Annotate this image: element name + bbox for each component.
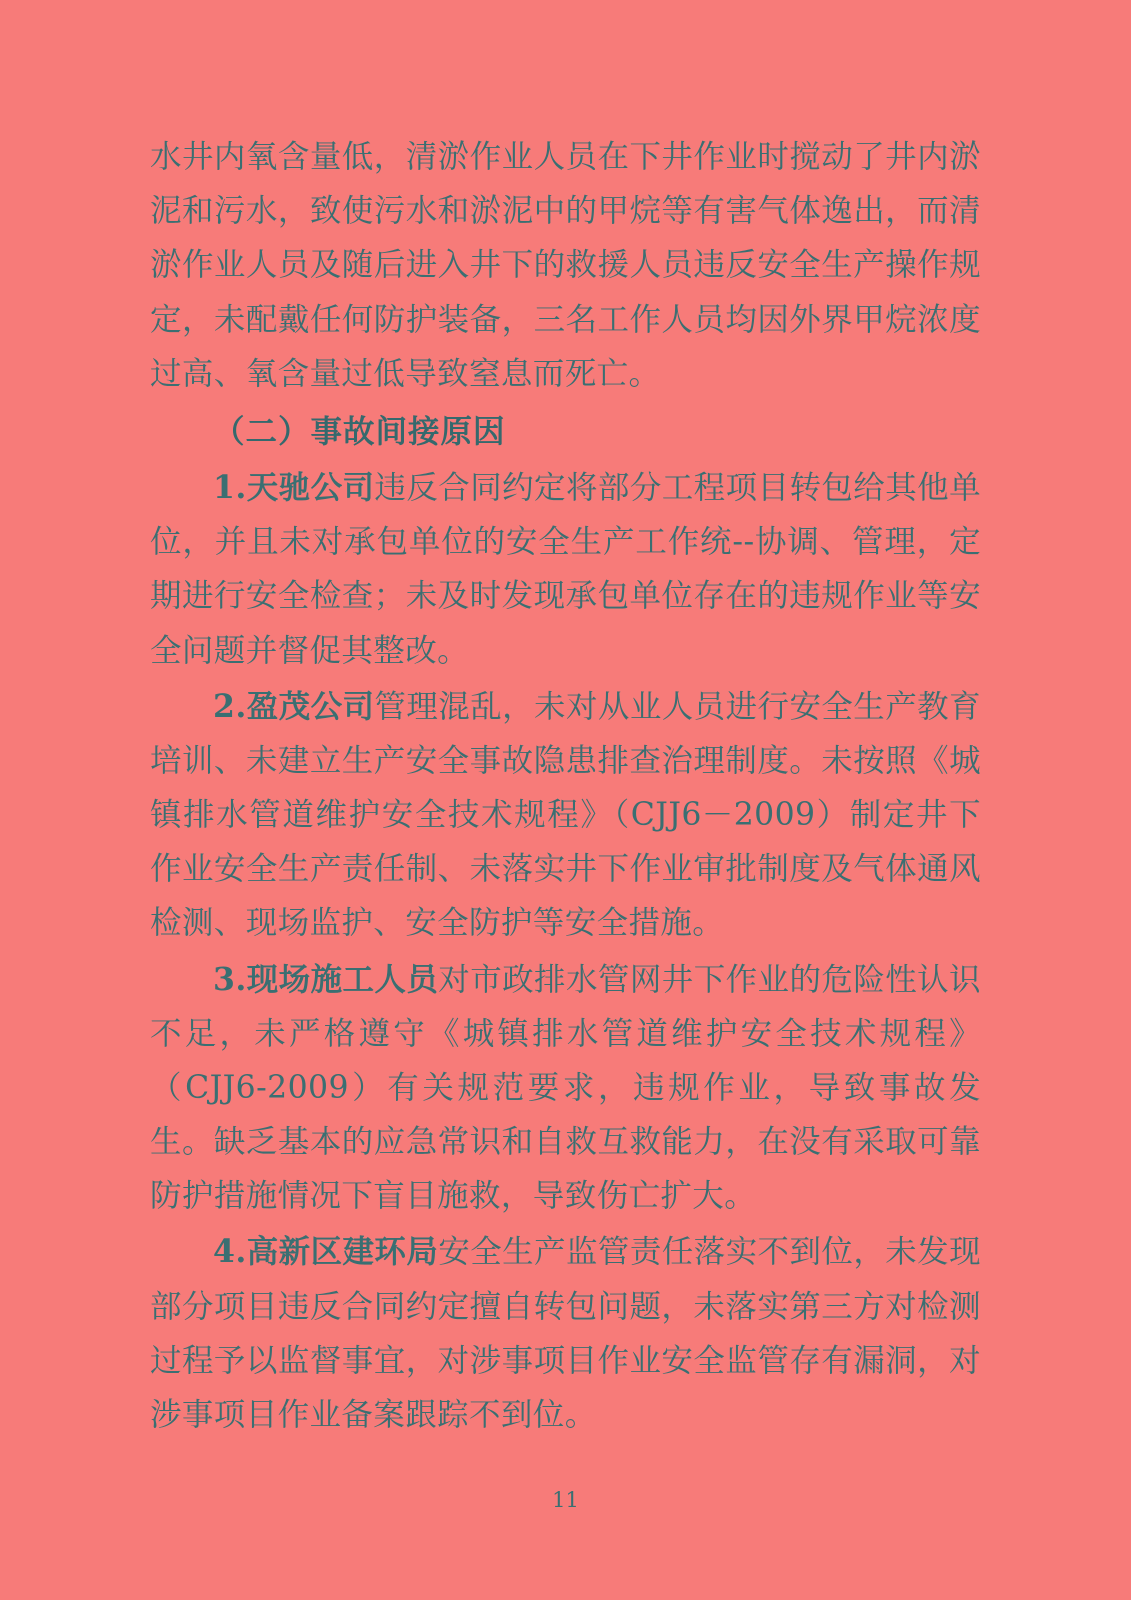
section-heading-label: （二）事故间接原因	[213, 412, 506, 450]
paragraph-text: 水井内氧含量低，清淤作业人员在下井作业时搅动了井内淤泥和污水，致使污水和淤泥中的甲烷等有害气体逸出，而清淤作业人员及随后进入井下的救援人员违反安全生产操作规定，未配戴任何防护装备，三名工作人员均因外界甲烷浓度过高、氧含量过低导致窒息而死亡。	[150, 139, 981, 392]
list-item-subject: 高新区建环局	[246, 1233, 439, 1271]
list-item-number: 3.	[213, 960, 247, 998]
paragraph-text	[150, 953, 981, 1224]
list-item-subject: 现场施工人员	[246, 960, 439, 998]
list-item-number: 1.	[213, 469, 247, 507]
paragraph-text	[150, 461, 981, 678]
list-item-body: 管理混乱，未对从业人员进行安全生产教育培训、未建立生产安全事故隐患排查治理制度。未按照《城镇排水管道维护安全技术规程》（CJJ6－2009）制定井下作业安全生产责任制、未落实井下作业审批制度及气体通风检测、现场监护、安全防护等安全措施。	[150, 688, 981, 942]
list-item-subject: 盈茂公司	[246, 687, 375, 725]
list-item-2	[150, 680, 981, 951]
page-number: 11	[552, 1488, 579, 1512]
list-item-number: 4.	[213, 1233, 247, 1271]
list-item-body: 违反合同约定将部分工程项目转包给其他单位，并且未对承包单位的安全生产工作统--协调、管理，定期进行安全检查；未及时发现承包单位存在的违规作业等安全问题并督促其整改。	[150, 470, 981, 669]
list-item-body: 安全生产监管责任落实不到位，未发现部分项目违反合同约定擅自转包问题，未落实第三方对检测过程予以监督事宜，对涉事项目作业安全监管存有漏洞，对涉事项目作业备案跟踪不到位。	[150, 1234, 981, 1433]
section-heading-indirect-causes	[150, 405, 981, 459]
list-item-subject: 天驰公司	[246, 469, 375, 507]
list-item-3	[150, 953, 981, 1224]
paragraph-text	[150, 1225, 981, 1442]
list-item-4	[150, 1225, 981, 1442]
paragraph-text	[150, 680, 981, 951]
list-item-number: 2.	[213, 687, 247, 725]
paragraph-continuation	[150, 130, 981, 401]
list-item-body: 对市政排水管网井下作业的危险性认识不足，未严格遵守《城镇排水管道维护安全技术规程》（CJJ6-2009）有关规范要求，违规作业，导致事故发生。缺乏基本的应急常识和自救互救能力，在没有采取可靠防护措施情况下盲目施救，导致伤亡扩大。	[150, 961, 981, 1215]
list-item-1	[150, 461, 981, 678]
document-body	[150, 130, 981, 1442]
